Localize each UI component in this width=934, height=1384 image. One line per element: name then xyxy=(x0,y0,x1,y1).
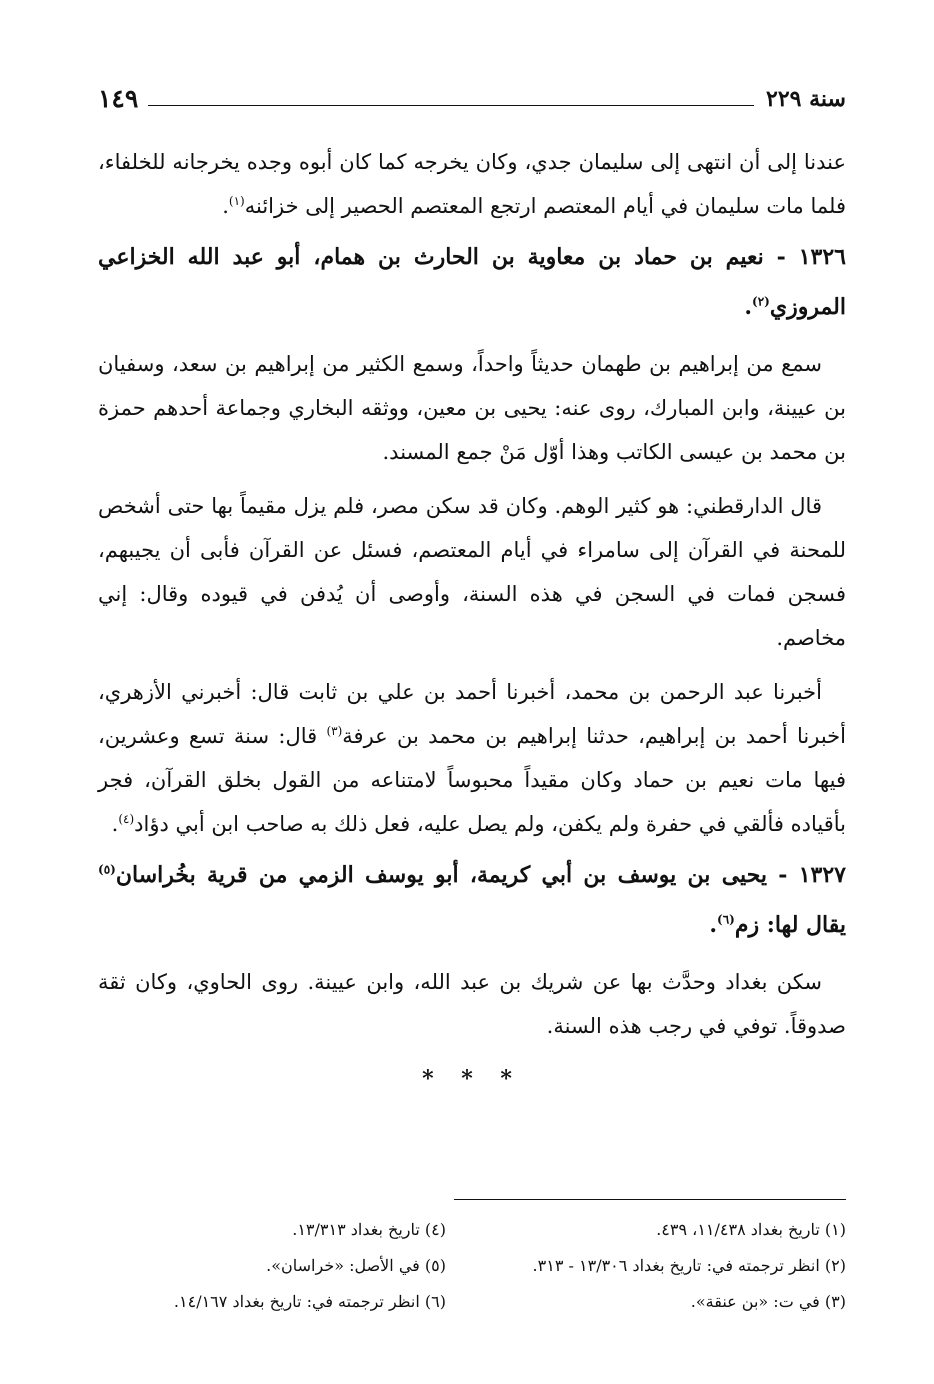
footnote-ref-3: (٣) xyxy=(326,724,343,738)
paragraph-isnad: أخبرنا عبد الرحمن بن محمد، أخبرنا أحمد بن علي بن ثابت قال: أخبرني الأزهري، أخبرنا أحمد بن إبراهيم، حدثنا إبراهيم بن محمد بن عرفة$^{(٣)}$ قال: سنة تسع وعشرين، فيها مات نعيم بن حماد وكان مقيداً محبوساً لامتناعه من القول بخلق القرآن، فجر بأقياده فألقي في حفرة ولم يكفن، ولم يصل عليه، فعل ذلك به صاحب ابن أبي دؤاد$^{(٤)}$. xyxy=(98,680,846,836)
footnotes-column-right xyxy=(486,1212,846,1320)
entry-heading-1326: ١٣٢٦ - نعيم بن حماد بن معاوية بن الحارث بن همام، أبو عبد الله الخزاعي المروزي$^{(٢)}$. xyxy=(98,244,846,320)
header-rule xyxy=(148,105,754,106)
footnote-rule xyxy=(454,1199,846,1200)
footnotes xyxy=(98,1212,846,1322)
footnote-4: (٤) تاريخ بغداد ١٣/٣١٣. xyxy=(292,1220,446,1239)
running-title: سنة ٢٢٩ xyxy=(766,86,846,112)
paragraph-teachers: سمع من إبراهيم بن طهمان حديثاً واحداً، وسمع الكثير من إبراهيم بن سعد، وسفيان بن عيينة، وابن المبارك، روى عنه: يحيى بن معين، ووثقه البخاري وجماعة أحدهم حمزة بن محمد بن عيسى الكاتب وهذا أوّل مَنْ جمع المسند. xyxy=(98,352,846,464)
footnote-3: (٣) في ت: «بن عنقة». xyxy=(690,1292,846,1311)
footnote-ref-4: (٤) xyxy=(118,812,135,826)
paragraph-daraqutni: قال الدارقطني: هو كثير الوهم. وكان قد سكن مصر، فلم يزل مقيماً بها حتى أشخص للمحنة في القرآن إلى سامراء في أيام المعتصم، فسئل عن القرآن فأبى أن يجيبهم، فسجن فمات في السجن في هذه السنة، وأوصى أن يُدفن في قيوده وقال: إني مخاصم. xyxy=(98,494,846,650)
footnote-ref-2: (٢) xyxy=(752,294,770,309)
footnote-6: (٦) انظر ترجمته في: تاريخ بغداد ١٤/١٦٧. xyxy=(173,1292,446,1311)
footnote-1: (١) تاريخ بغداد ١١/٤٣٨، ٤٣٩. xyxy=(656,1220,846,1239)
entry-heading-1327: ١٣٢٧ - يحيى بن يوسف بن أبي كريمة، أبو يوسف الزمي من قرية بخُراسان$^{(٥)}$ يقال لها: زم$^{(٦)}$. xyxy=(98,862,846,938)
footnote-5: (٥) في الأصل: «خراسان». xyxy=(266,1256,446,1275)
footnote-ref-6: (٦) xyxy=(717,912,735,927)
page-body xyxy=(98,140,846,1092)
footnotes-column-left xyxy=(86,1212,446,1320)
section-separator: * * * xyxy=(422,1066,522,1092)
footnote-ref-5: (٥) xyxy=(98,862,116,877)
page-number: ١٤٩ xyxy=(98,84,139,113)
footnote-ref-1: (١) xyxy=(228,194,245,208)
paragraph-yahya: سكن بغداد وحدَّث بها عن شريك بن عبد الله، وابن عيينة. روى الحاوي، وكان ثقة صدوقاً. توفي في رجب هذه السنة. xyxy=(98,970,846,1038)
page-header xyxy=(98,84,846,114)
paragraph-continuation: عندنا إلى أن انتهى إلى سليمان جدي، وكان يخرجه كما كان أبوه وجده يخرجانه للخلفاء، فلما مات سليمان في أيام المعتصم ارتجع المعتصم الحصير إلى خزائنه$^{(١)}$. xyxy=(98,150,846,218)
footnote-2: (٢) انظر ترجمته في: تاريخ بغداد ١٣/٣٠٦ - ٣١٣. xyxy=(532,1256,846,1275)
